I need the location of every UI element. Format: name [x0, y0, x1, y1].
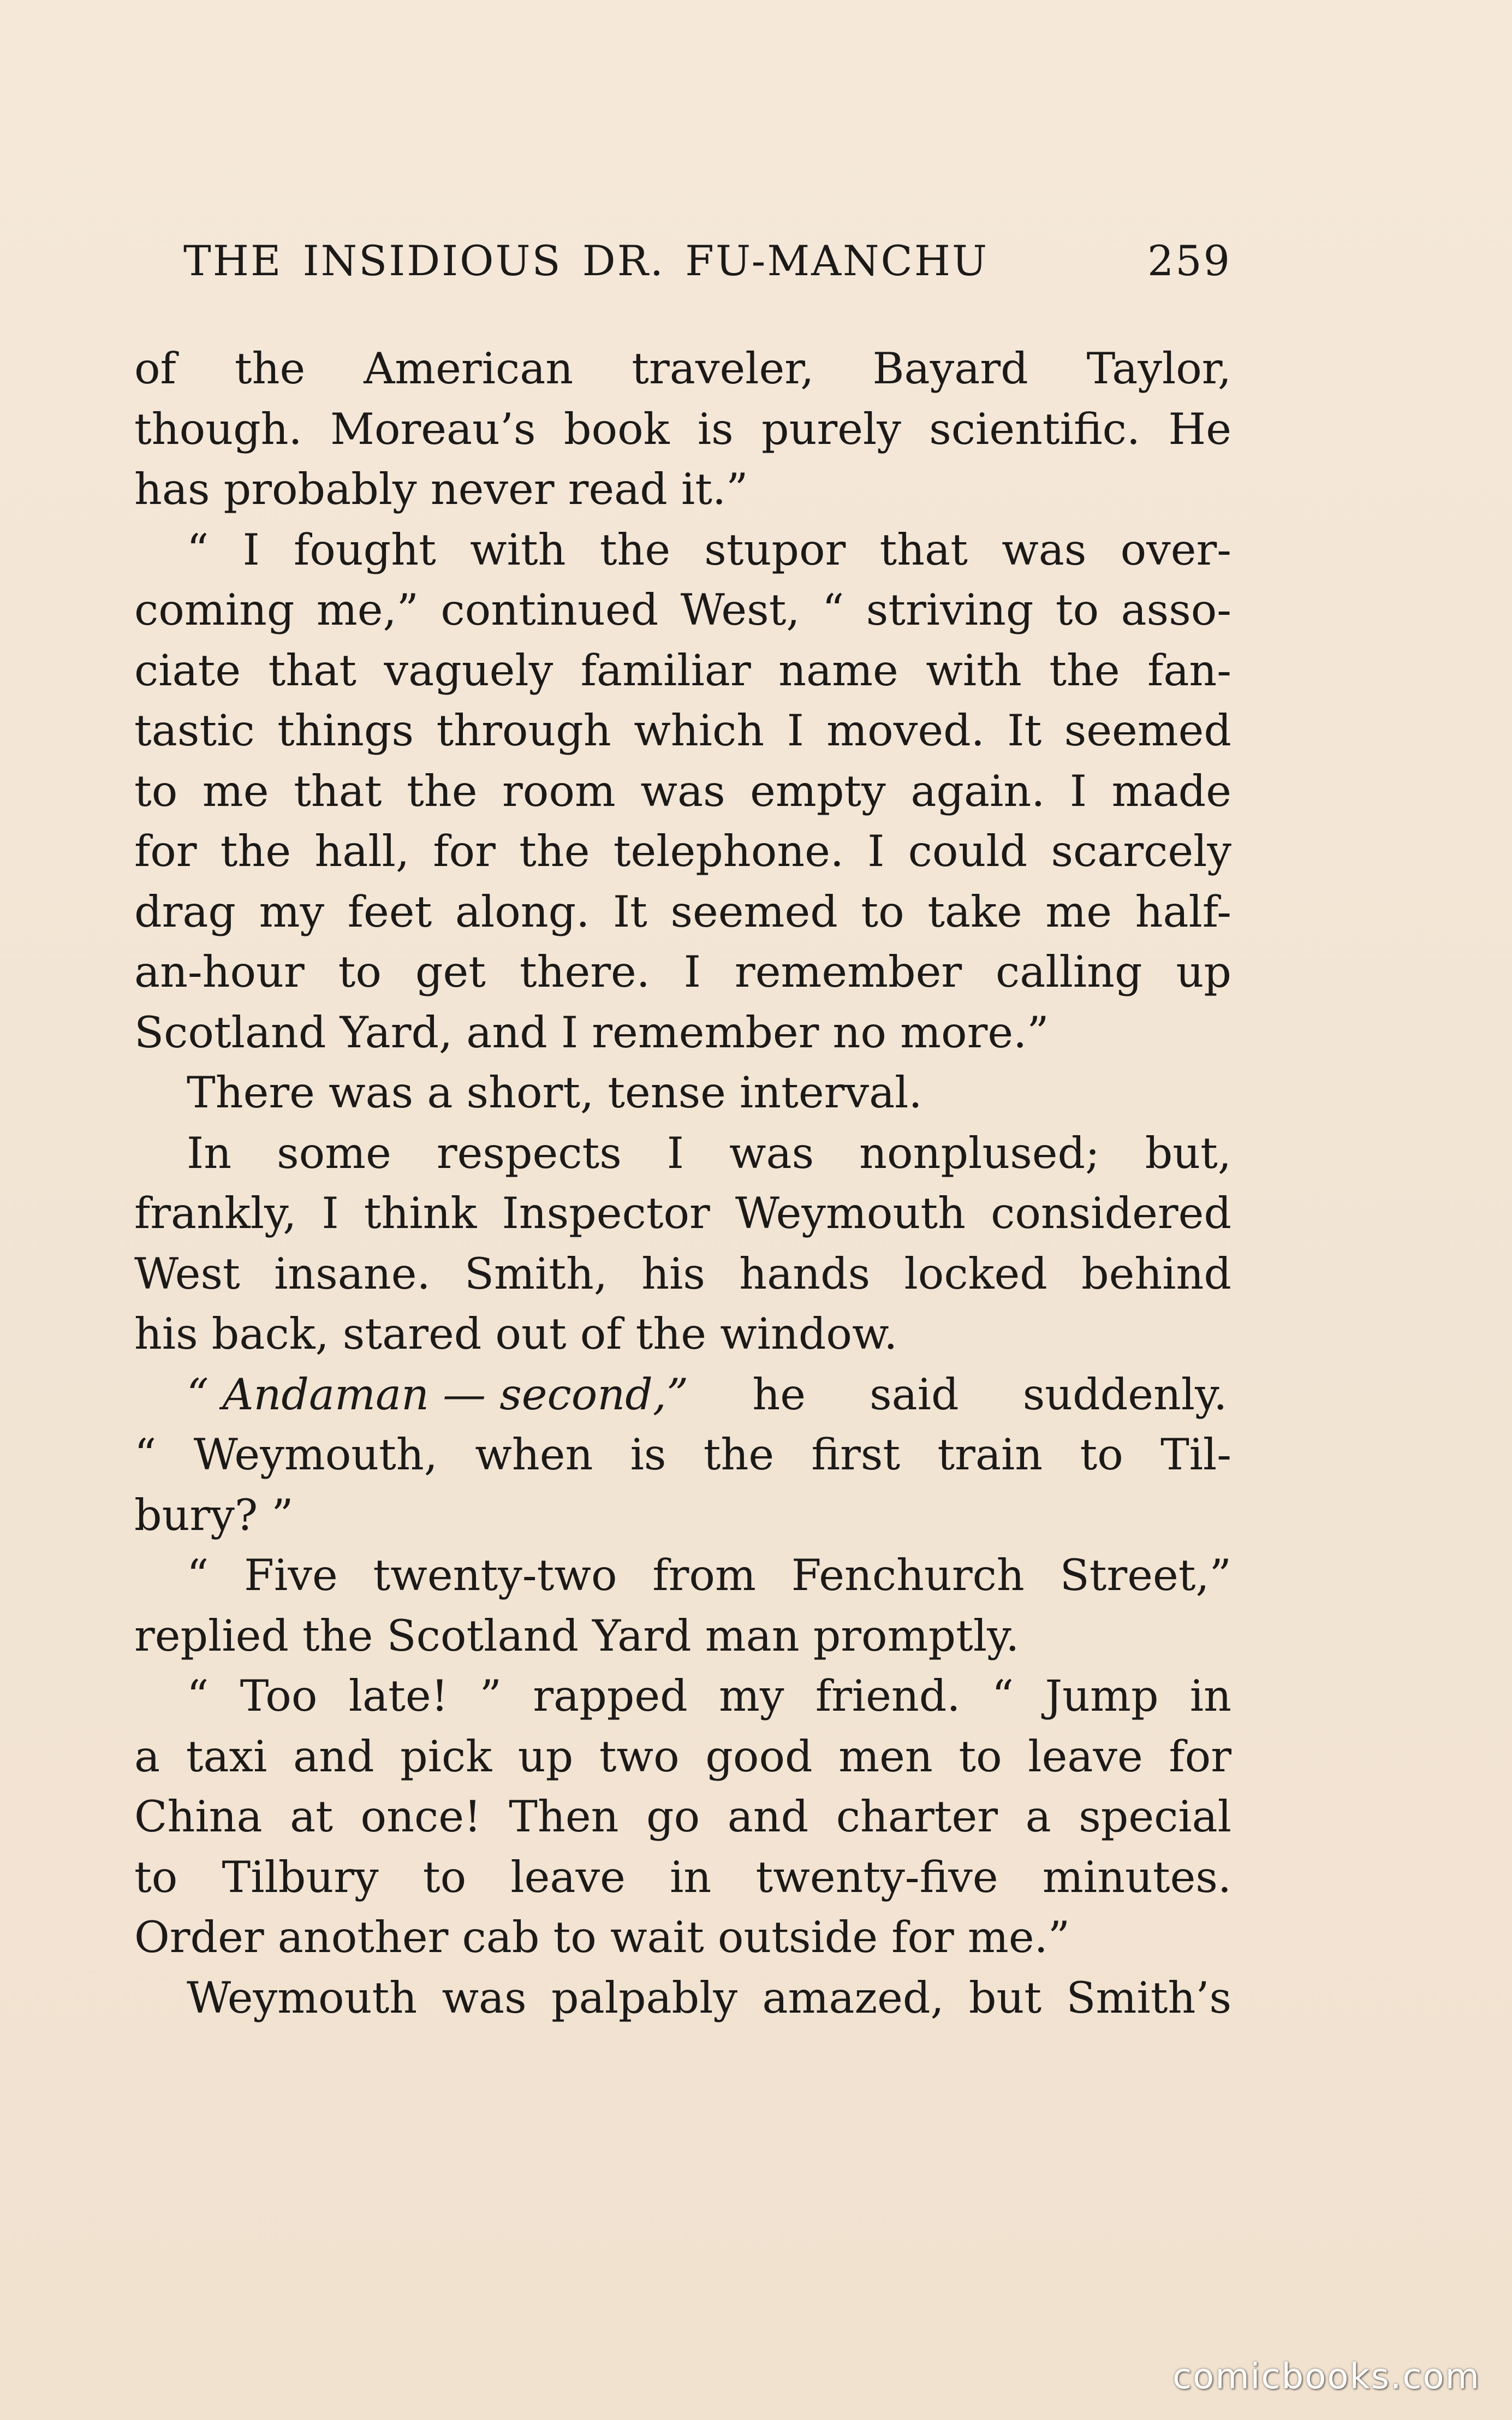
- text-line: Weymouth was palpably amazed, but Smith’s: [187, 1972, 1231, 2023]
- text-line: Scotland Yard, and I remember no more.”: [134, 1007, 1049, 1058]
- text-line: drag my feet along. It seemed to take me half-: [134, 886, 1231, 937]
- text-line: to Tilbury to leave in twenty-five minutes.: [134, 1852, 1231, 1902]
- text-line: his back, stared out of the window.: [134, 1309, 898, 1359]
- body-text: [134, 339, 1231, 2028]
- text-line: replied the Scotland Yard man promptly.: [134, 1610, 1020, 1661]
- text-line: a taxi and pick up two good men to leave for: [134, 1731, 1231, 1782]
- text-line: though. Moreau’s book is purely scientific. He: [134, 404, 1231, 454]
- text-line: In some respects I was nonplused; but,: [187, 1128, 1231, 1178]
- text-line: frankly, I think Inspector Weymouth considered: [134, 1188, 1231, 1238]
- running-head: [183, 236, 1231, 285]
- text-line: to me that the room was empty again. I made: [134, 766, 1231, 816]
- watermark: comicbooks.com: [1172, 2357, 1480, 2397]
- text-line: of the American traveler, Bayard Taylor,: [134, 343, 1231, 394]
- running-head-title: THE INSIDIOUS DR. FU-MANCHU: [183, 236, 989, 285]
- text-line: “ Too late! ” rapped my friend. “ Jump in: [187, 1671, 1231, 1721]
- page-number: 259: [1147, 236, 1231, 285]
- text-fragment: he said suddenly.: [688, 1369, 1228, 1420]
- italic-phrase: “ Andaman — second,”: [187, 1369, 689, 1420]
- text-line: “ Weymouth, when is the first train to Til-: [134, 1430, 1231, 1480]
- text-line: West insane. Smith, his hands locked behind: [134, 1248, 1231, 1299]
- text-line: “ I fought with the stupor that was over-: [187, 524, 1231, 575]
- text-line: coming me,” continued West, “ striving to asso-: [134, 585, 1231, 635]
- text-line: “ Five twenty-two from Fenchurch Street,”: [187, 1550, 1231, 1600]
- text-line: China at once! Then go and charter a special: [134, 1792, 1231, 1842]
- text-line: has probably never read it.”: [134, 464, 748, 514]
- text-line-mixed: [134, 1365, 1231, 1425]
- text-line: Order another cab to wait outside for me.”: [134, 1912, 1070, 1962]
- text-line: for the hall, for the telephone. I could scarcely: [134, 826, 1231, 876]
- text-line: There was a short, tense interval.: [187, 1067, 922, 1118]
- text-line: an-hour to get there. I remember calling up: [134, 947, 1231, 997]
- text-line: tastic things through which I moved. It seemed: [134, 705, 1231, 756]
- text-line: ciate that vaguely familiar name with the fan-: [134, 645, 1231, 696]
- text-line: bury? ”: [134, 1490, 294, 1540]
